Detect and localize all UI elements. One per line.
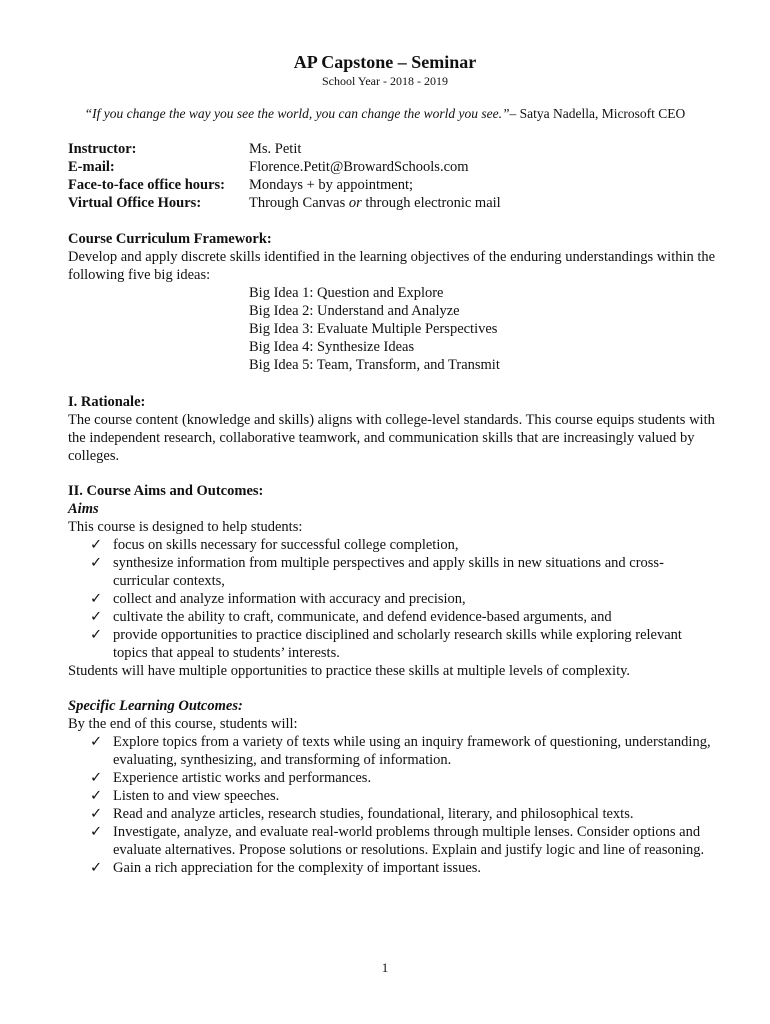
instructor-info <box>68 140 501 212</box>
outcome-text: Experience artistic works and performances. <box>113 770 372 786</box>
virtual-hours-label: Virtual Office Hours: <box>68 195 202 211</box>
outcomes-list <box>68 733 718 877</box>
email-label: E-mail: <box>68 159 115 175</box>
aim-text: provide opportunities to practice disciplined and scholarly research skills while exploring relevant topics that appeal to students’ interests. <box>113 627 682 661</box>
outcome-text: Explore topics from a variety of texts while using an inquiry framework of questioning, understanding, evaluating, synthesizing, and transforming of information. <box>113 734 711 768</box>
outcomes-section <box>68 697 718 877</box>
virtual-value-post: through electronic mail <box>361 195 501 211</box>
rationale-body: The course content (knowledge and skills) aligns with college-level standards. This course equips students with the independent research, collaborative teamwork, and communication skills that are increasingly valued by colleges. <box>68 412 715 464</box>
virtual-value-pre: Through Canvas <box>249 195 349 211</box>
document-title: AP Capstone – Seminar <box>293 52 477 72</box>
outcome-text: Investigate, analyze, and evaluate real-world problems through multiple lenses. Consider options and evaluate alternatives. Propose solutions or resolutions. Explain and justify logic and line of reasoning. <box>113 824 705 858</box>
aims-closing: Students will have multiple opportunities to practice these skills at multiple levels of complexity. <box>68 663 631 679</box>
email-value: Florence.Petit@BrowardSchools.com <box>249 159 469 175</box>
aim-text: cultivate the ability to craft, communicate, and defend evidence-based arguments, and <box>113 609 612 625</box>
aims-list <box>68 536 718 662</box>
checkmark-icon: ✓ <box>90 806 103 822</box>
outcome-text: Listen to and view speeches. <box>113 788 280 804</box>
outcome-item <box>68 805 718 823</box>
aims-heading: II. Course Aims and Outcomes: <box>68 483 264 499</box>
big-ideas-list <box>249 284 718 374</box>
checkmark-icon: ✓ <box>90 824 103 840</box>
virtual-hours-value <box>249 194 501 212</box>
checkmark-icon: ✓ <box>90 591 103 607</box>
outcome-item <box>68 787 718 805</box>
aims-section <box>68 482 718 680</box>
framework-heading: Course Curriculum Framework: <box>68 231 272 247</box>
outcome-item <box>68 823 718 859</box>
outcome-item <box>68 859 718 877</box>
outcome-text: Gain a rich appreciation for the complexity of important issues. <box>113 860 482 876</box>
checkmark-icon: ✓ <box>90 860 103 876</box>
checkmark-icon: ✓ <box>90 537 103 553</box>
instructor-label: Instructor: <box>68 141 137 157</box>
rationale-section <box>68 393 718 465</box>
aim-text: collect and analyze information with accuracy and precision, <box>113 591 466 607</box>
framework-section <box>68 230 718 374</box>
office-hours-label: Face-to-face office hours: <box>68 177 226 193</box>
school-year: School Year - 2018 - 2019 <box>322 74 448 88</box>
aim-item <box>68 590 718 608</box>
quote-text: “If you change the way you see the world, you can change the world you see.” <box>84 106 510 121</box>
virtual-hours-row <box>68 194 501 212</box>
epigraph-quote <box>0 106 770 122</box>
office-hours-value: Mondays + by appointment; <box>249 177 414 193</box>
big-idea-2: Big Idea 2: Understand and Analyze <box>249 303 460 319</box>
checkmark-icon: ✓ <box>90 770 103 786</box>
outcome-item <box>68 733 718 769</box>
aim-item <box>68 554 718 590</box>
checkmark-icon: ✓ <box>90 627 103 643</box>
rationale-heading: I. Rationale: <box>68 394 146 410</box>
checkmark-icon: ✓ <box>90 555 103 571</box>
outcome-text: Read and analyze articles, research studies, foundational, literary, and philosophical texts. <box>113 806 634 822</box>
aim-item <box>68 536 718 554</box>
instructor-value: Ms. Petit <box>249 141 302 157</box>
quote-attribution: – Satya Nadella, Microsoft CEO <box>509 106 686 121</box>
big-idea-1: Big Idea 1: Question and Explore <box>249 285 444 301</box>
aim-item <box>68 626 718 662</box>
big-idea-4: Big Idea 4: Synthesize Ideas <box>249 339 415 355</box>
big-idea-3: Big Idea 3: Evaluate Multiple Perspectives <box>249 321 498 337</box>
virtual-value-or: or <box>348 195 362 211</box>
checkmark-icon: ✓ <box>90 734 103 750</box>
email-row <box>68 158 501 176</box>
checkmark-icon: ✓ <box>90 788 103 804</box>
aims-subheading: Aims <box>68 501 99 517</box>
outcomes-intro: By the end of this course, students will: <box>68 716 298 732</box>
aim-text: focus on skills necessary for successful college completion, <box>113 537 459 553</box>
outcomes-heading: Specific Learning Outcomes: <box>68 698 243 714</box>
aim-text: synthesize information from multiple perspectives and apply skills in new situations and cross-curricular contexts, <box>113 555 664 589</box>
aims-intro: This course is designed to help students: <box>68 519 303 535</box>
aim-item <box>68 608 718 626</box>
big-idea-5: Big Idea 5: Team, Transform, and Transmit <box>249 357 500 373</box>
checkmark-icon: ✓ <box>90 609 103 625</box>
page-number: 1 <box>381 960 389 975</box>
instructor-row <box>68 140 501 158</box>
outcome-item <box>68 769 718 787</box>
office-hours-row <box>68 176 501 194</box>
framework-intro: Develop and apply discrete skills identified in the learning objectives of the enduring understandings within the following five big ideas: <box>68 249 716 283</box>
